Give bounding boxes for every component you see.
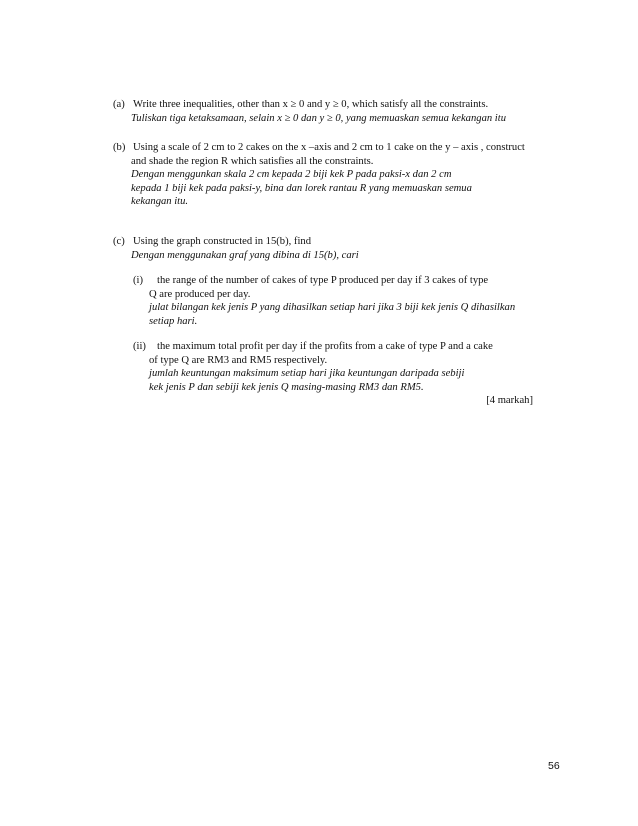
question-c-i-english-line-2: Q are produced per day. — [149, 288, 251, 300]
question-b — [113, 141, 573, 209]
question-a-label: (a) — [113, 99, 125, 110]
question-c-i — [133, 274, 573, 328]
question-a — [113, 98, 573, 125]
question-b-malay-line-2: kepada 1 biji kek pada paksi-y, bina dan lorek rantau R yang memuaskan semua — [131, 182, 472, 194]
question-b-english-line-2: and shade the region R which satisfies all the constraints. — [131, 155, 374, 167]
question-a-malay: Tuliskan tiga ketaksamaan, selain x ≥ 0 dan y ≥ 0, yang memuaskan semua kekangan itu — [131, 112, 506, 124]
question-c-ii-english-line-1: (ii) the maximum total profit per day if the profits from a cake of type P and a cake — [133, 341, 493, 352]
question-b-malay-line-3: kekangan itu. — [131, 196, 189, 207]
question-b-malay-line-1: Dengan menggunkan skala 2 cm kepada 2 biji kek P pada paksi-x dan 2 cm — [131, 169, 452, 180]
question-c-i-label: (i) — [133, 275, 143, 286]
question-c — [113, 235, 573, 262]
marks-allocation: [4 markah] — [486, 395, 533, 406]
question-c-ii-label: (ii) — [133, 341, 146, 352]
question-b-label: (b) — [113, 142, 126, 153]
question-b-english-line-1: (b) Using a scale of 2 cm to 2 cakes on the x –axis and 2 cm to 1 cake on the y – axis , construct — [113, 142, 525, 153]
question-c-i-malay-line-1: julat bilangan kek jenis P yang dihasilkan setiap hari jika 3 biji kek jenis Q dihasilkan — [149, 302, 516, 313]
question-c-ii — [133, 340, 573, 408]
question-c-i-malay-line-2: setiap hari. — [149, 315, 198, 327]
question-c-ii-malay-line-1: jumlah keuntungan maksimum setiap hari jika keuntungan daripada sebiji — [149, 368, 465, 379]
question-a-english: (a) Write three inequalities, other than x ≥ 0 and y ≥ 0, which satisfy all the constraints. — [113, 99, 489, 110]
question-c-ii-english-line-2: of type Q are RM3 and RM5 respectively. — [149, 354, 328, 366]
question-c-english: (c) Using the graph constructed in 15(b), find — [113, 236, 311, 247]
question-c-label: (c) — [113, 236, 125, 247]
question-c-i-english-line-1: (i) the range of the number of cakes of type P produced per day if 3 cakes of type — [133, 275, 489, 286]
question-c-malay: Dengan menggunakan graf yang dibina di 15(b), cari — [131, 249, 359, 261]
question-c-ii-malay-line-2: kek jenis P dan sebiji kek jenis Q masing-masing RM3 dan RM5. — [149, 381, 424, 393]
page-number: 56 — [548, 760, 560, 772]
